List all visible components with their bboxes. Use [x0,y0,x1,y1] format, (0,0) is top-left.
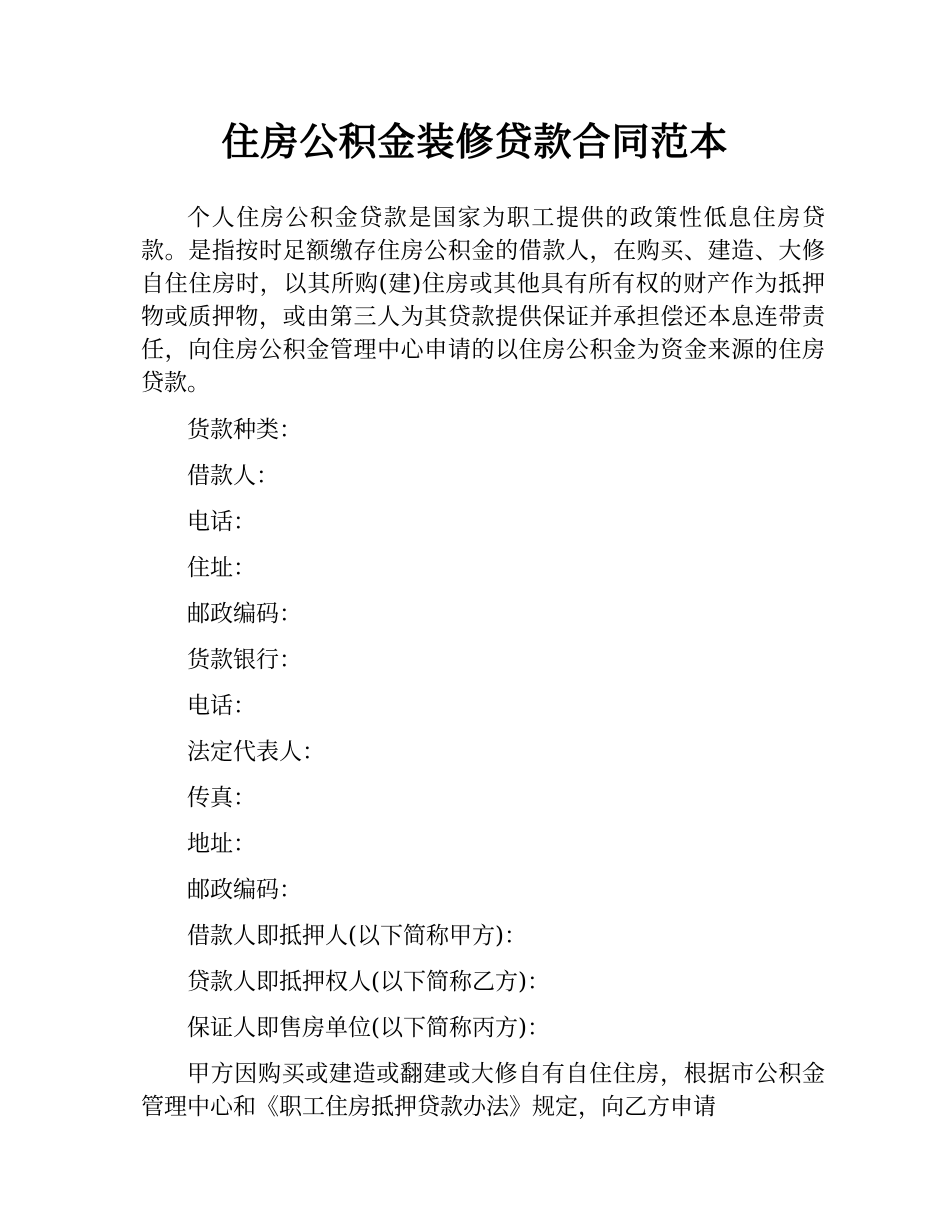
intro-paragraph: 个人住房公积金贷款是国家为职工提供的政策性低息住房贷款。是指按时足额缴存住房公积金的借款人，在购买、建造、大修自住住房时，以其所购(建)住房或其他具有所有权的财产作为抵押物或质押物，或由第三人为其贷款提供保证并承担偿还本息连带责任，向住房公积金管理中心申请的以住房公积金为资金来源的住房贷款。 [141,205,825,396]
field-loan-type: 货款种类： [187,417,302,443]
field-bank-address: 地址： [187,831,256,857]
field-party-c: 保证人即售房单位(以下简称丙方)： [187,1015,550,1041]
field-borrower-postcode: 邮政编码： [187,601,302,627]
field-borrower-phone: 电话： [187,509,256,535]
document-title: 住房公积金装修贷款合同范本 [221,120,729,164]
document-body [141,202,825,1124]
field-legal-representative: 法定代表人： [187,739,325,765]
contract-fields-list [141,412,825,1056]
field-party-a: 借款人即抵押人(以下简称甲方)： [187,923,527,949]
field-loan-bank: 货款银行： [187,647,302,673]
closing-paragraph: 甲方因购买或建造或翻建或大修自有自住住房，根据市公积金管理中心和《职工住房抵押贷款办法》规定，向乙方申请 [141,1061,825,1120]
field-fax: 传真： [187,785,256,811]
field-borrower: 借款人： [187,463,279,489]
field-party-b: 贷款人即抵押权人(以下简称乙方)： [187,969,550,995]
field-bank-phone: 电话： [187,693,256,719]
field-borrower-address: 住址： [187,555,256,581]
field-bank-postcode: 邮政编码： [187,877,302,903]
